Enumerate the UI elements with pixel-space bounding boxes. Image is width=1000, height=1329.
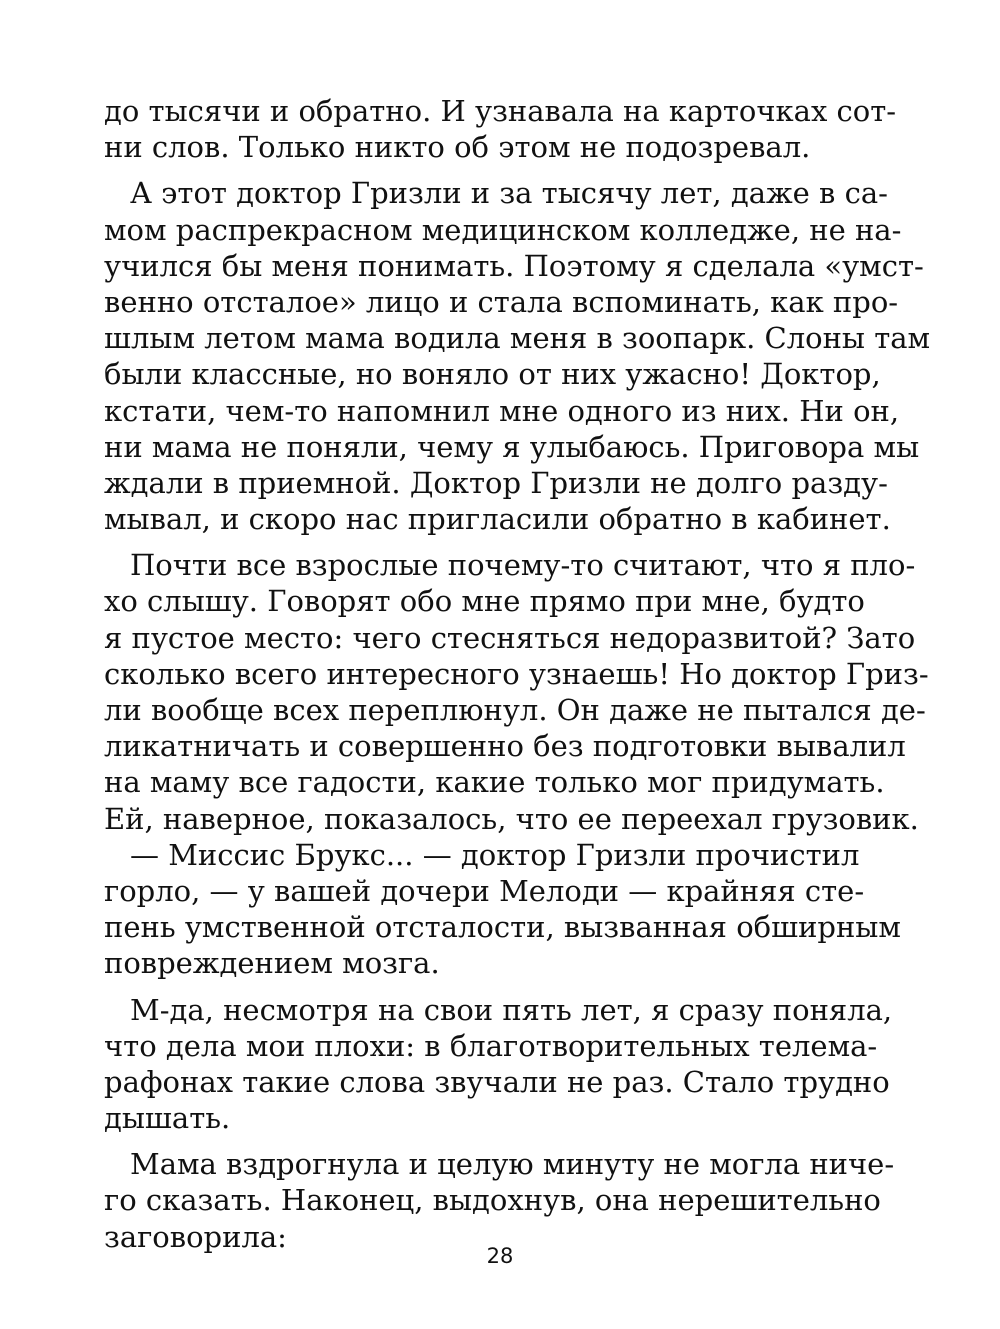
page-number: 28 [486, 1244, 514, 1268]
text-line: были классные, но воняло от них ужасно! Доктор, [104, 357, 881, 392]
text-line: Почти все взрослые почему-то считают, что я пло- [130, 548, 916, 583]
text-line: хо слышу. Говорят обо мне прямо при мне, будто [104, 584, 865, 619]
text-line: ни мама не поняли, чему я улыбаюсь. Приговора мы [104, 429, 920, 464]
text-line: ни слов. Только никто об этом не подозревал. [104, 130, 811, 165]
text-line: — Миссис Брукс... — доктор Гризли прочистил [130, 837, 860, 872]
text-line: венно отсталое» лицо и стала вспоминать, как про- [104, 284, 899, 319]
text-line: горло, — у вашей дочери Мелоди — крайняя сте- [104, 873, 865, 908]
text-line: сколько всего интересного узнаешь! Но доктор Гриз- [104, 656, 929, 691]
text-line: Мама вздрогнула и целую минуту не могла ниче- [130, 1147, 895, 1182]
text-line: пень умственной отсталости, вызванная обширным [104, 910, 901, 945]
text-line: учился бы меня понимать. Поэтому я сделала «умст- [104, 248, 924, 283]
page-text [104, 93, 931, 1255]
text-line: А этот доктор Гризли и за тысячу лет, даже в са- [130, 176, 888, 211]
text-line: мом распрекрасном медицинском колледже, не на- [104, 212, 902, 247]
text-line: Ей, наверное, показалось, что ее переехал грузовик. [104, 801, 919, 836]
text-line: что дела мои плохи: в благотворительных телема- [104, 1028, 878, 1063]
text-line: рафонах такие слова звучали не раз. Стало трудно [104, 1064, 890, 1099]
text-line: до тысячи и обратно. И узнавала на карточках сот- [104, 94, 897, 128]
text-line: дышать. [104, 1101, 231, 1136]
text-line: я пустое место: чего стесняться недоразвитой? Зато [104, 620, 916, 655]
text-line: шлым летом мама водила меня в зоопарк. Слоны там [104, 321, 931, 356]
text-line: мывал, и скоро нас пригласили обратно в кабинет. [104, 502, 891, 537]
text-line: кстати, чем-то напомнил мне одного из них. Ни он, [104, 393, 900, 428]
text-line: на маму все гадости, какие только мог придумать. [104, 765, 885, 800]
text-line: ждали в приемной. Доктор Гризли не долго разду- [104, 465, 888, 500]
text-line: ликатничать и совершенно без подготовки вывалил [104, 729, 906, 764]
text-line: го сказать. Наконец, выдохнув, она нерешительно [104, 1183, 881, 1218]
text-line: повреждением мозга. [104, 946, 440, 981]
text-line: ли вообще всех переплюнул. Он даже не пытался де- [104, 693, 926, 727]
text-line: М-да, несмотря на свои пять лет, я сразу поняла, [130, 992, 893, 1027]
text-line: заговорила: [104, 1219, 287, 1254]
